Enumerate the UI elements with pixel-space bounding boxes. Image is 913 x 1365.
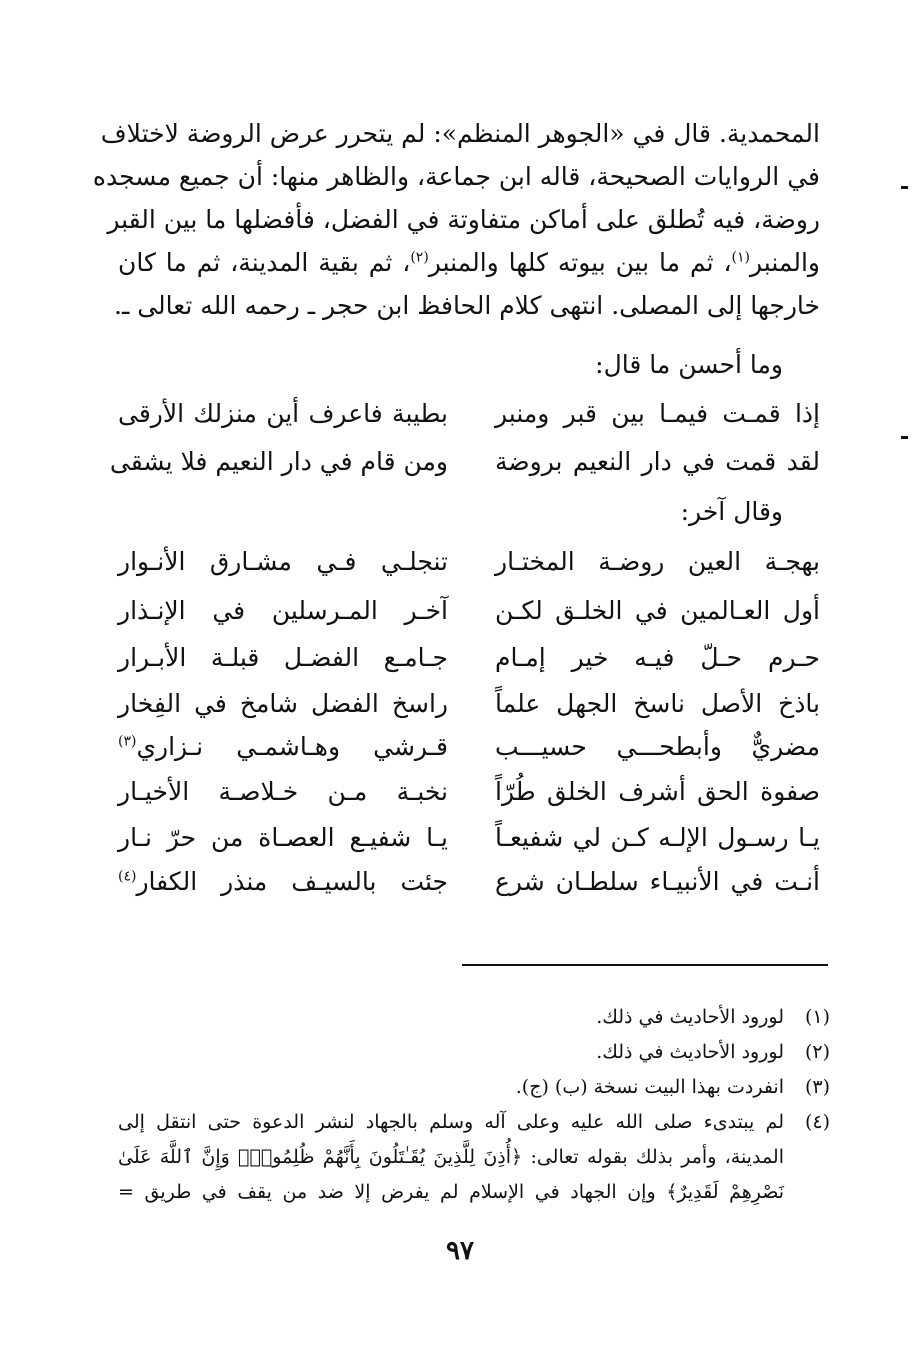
verse-line — [118, 540, 820, 583]
paragraph-line: في الروايات الصحيحة، قاله ابن جماعة، والظاهر منها: أن جميع مسجده — [92, 162, 820, 191]
footnote-separator — [462, 964, 828, 966]
verse-line — [118, 725, 820, 768]
verse-first-hemistich: حـرم حـلّ فيـه خير إمـام — [495, 643, 820, 672]
verse-second-hemistich: ومن قام في دار النعيم فلا يشقى — [109, 447, 448, 476]
footnote — [118, 1070, 830, 1105]
verse-first-hemistich: يـا رسـول الإلـه كـن لي شفيعـاً — [495, 823, 820, 852]
verse-first-hemistich: إذا قمـت فيمـا بين قبر ومنبر — [495, 399, 820, 428]
verse-text: جئت بالسيـف منذر الكفار — [136, 867, 448, 896]
footnote-text: لورود الأحاديث في ذلك. — [596, 1006, 784, 1028]
footnote-ref: (٤) — [118, 868, 137, 885]
verse-line — [118, 770, 820, 813]
footnote-text: لورود الأحاديث في ذلك. — [596, 1041, 784, 1063]
verse-line — [118, 589, 820, 632]
footnote-text: نَصْرِهِمْ لَقَدِيرٌ﴾ وإن الجهاد في الإسلام لم يفرض إلا ضد من يقف في طريق = — [118, 1181, 784, 1203]
paragraph-line: روضة، فيه تُطلق على أماكن متفاوتة في الفضل، فأفضلها ما بين القبر — [107, 205, 820, 234]
verse-second-hemistich: بطيبة فاعرف أين منزلك الأرقى — [118, 399, 448, 428]
footnote-number: (٣) — [804, 1076, 830, 1098]
verse-intro: وما أحسن ما قال: — [595, 350, 783, 379]
verse-second-hemistich: راسخ الفضل شامخ في الفِخار — [118, 689, 448, 718]
footnote-ref: (٢) — [410, 249, 429, 266]
footnote — [118, 1105, 830, 1210]
footnote-number: (٢) — [804, 1041, 830, 1063]
footnotes — [118, 1000, 830, 1210]
verse-line — [118, 860, 820, 903]
margin-mark-middle — [901, 436, 908, 439]
verse-second-hemistich: آخـر المـرسلين في الإنـذار — [118, 596, 448, 625]
verse-second-hemistich: يـا شفيـع العصـاة من حرّ نـار — [118, 823, 448, 852]
verse-text: قـرشي وهـاشمـي نـزاري — [136, 732, 448, 761]
verse-first-hemistich: مضريٌّ وأبطحـــي حسيـــب — [495, 732, 820, 761]
verse-first-hemistich: لقد قمت في دار النعيم بروضة — [495, 447, 820, 476]
paragraph-line: المحمدية. قال في «الجوهر المنظم»: لم يتحرر عرض الروضة لاختلاف — [100, 119, 820, 148]
paragraph-line: خارجها إلى المصلى. انتهى كلام الحافظ ابن حجر ـ رحمه الله تعالى ـ. — [114, 291, 820, 320]
paragraph-line — [118, 241, 820, 284]
verse-first-hemistich: بهجـة العين روضـة المختـار — [495, 547, 820, 576]
footnote — [118, 1035, 830, 1070]
footnote-text: المدينة، وأمر بذلك بقوله تعالى: ﴿أُذِنَ لِلَّذِينَ يُقَـٰتَلُونَ بِأَنَّهُمْ ظُلِمُوا۟ۚ وَإِنَّ ٱللَّهَ عَلَىٰ — [118, 1146, 784, 1168]
verse-line — [118, 682, 820, 725]
footnote-text: انفردت بهذا البيت نسخة (ب) (ج). — [515, 1076, 784, 1098]
verse-line — [118, 816, 820, 859]
verse-first-hemistich: صفوة الحق أشرف الخلق طُرّاً — [495, 777, 820, 806]
footnote-text: لم يبتدىء صلى الله عليه وعلى آله وسلم بالجهاد لنشر الدعوة حتى انتقل إلى — [118, 1111, 784, 1133]
verse-first-hemistich: أول العـالمين في الخلـق لكـن — [495, 596, 820, 625]
paragraph-fragment: ، ثم ما بين بيوته كلها والمنبر — [428, 248, 732, 277]
page-number: ٩٧ — [446, 1236, 474, 1266]
verse-second-hemistich: نخبـة مـن خـلاصـة الأخيـار — [118, 777, 448, 806]
footnote-number: (٤) — [804, 1111, 830, 1133]
verse-intro: وقال آخر: — [680, 497, 783, 526]
verse-second-hemistich — [118, 860, 448, 903]
margin-mark-top — [901, 186, 908, 189]
footnote-ref: (١) — [731, 249, 751, 266]
footnote-ref: (٣) — [118, 733, 137, 750]
verse-first-hemistich: أنـت في الأنبيـاء سلطـان شرع — [495, 867, 820, 896]
footnote-number: (١) — [804, 1006, 830, 1028]
verse-second-hemistich — [118, 725, 448, 768]
main-paragraph — [92, 112, 820, 327]
verse-line — [118, 392, 820, 435]
verse-first-hemistich: باذخ الأصل ناسخ الجهل علماً — [495, 689, 820, 718]
verse-second-hemistich: تنجلـي فـي مشـارق الأنـوار — [118, 547, 448, 576]
verse-second-hemistich: جـامـع الفضـل قبلـة الأبـرار — [118, 643, 448, 672]
verse-line — [118, 636, 820, 679]
paragraph-fragment: ، ثم بقية المدينة، ثم ما كان — [118, 248, 411, 277]
verse-line — [109, 440, 820, 483]
footnote — [118, 1000, 830, 1035]
paragraph-fragment: والمنبر — [750, 248, 820, 277]
